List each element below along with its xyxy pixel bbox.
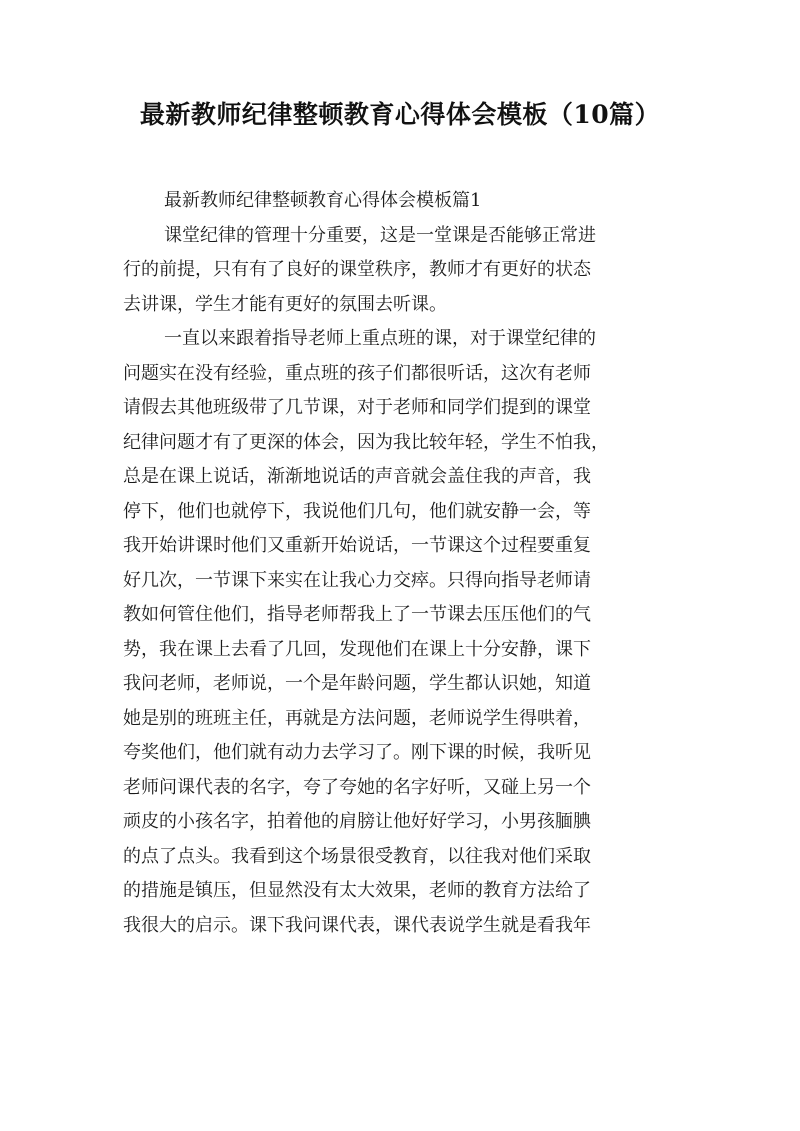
section-heading: 最新教师纪律整顿教育心得体会模板篇1	[164, 190, 482, 211]
paragraph-line: 一直以来跟着指导老师上重点班的课，对于课堂纪律的	[164, 328, 596, 349]
paragraph-line: 请假去其他班级带了几节课，对于老师和同学们提到的课堂	[123, 397, 591, 418]
paragraph-line: 的点了点头。我看到这个场景很受教育，以往我对他们采取	[123, 845, 591, 867]
paragraph-line: 去讲课，学生才能有更好的氛围去听课。	[123, 293, 447, 315]
paragraph-line: 顽皮的小孩名字，拍着他的肩膀让他好好学习，小男孩腼腆	[123, 811, 591, 832]
paragraph-line: 总是在课上说话，渐渐地说话的声音就会盖住我的声音，我	[123, 466, 591, 487]
paragraph-line: 教如何管住他们，指导老师帮我上了一节课去压压他们的气	[123, 604, 591, 625]
paragraph-line: 纪律问题才有了更深的体会，因为我比较年轻，学生不怕我，	[123, 431, 609, 453]
paragraph-line: 我开始讲课时他们又重新开始说话，一节课这个过程要重复	[123, 535, 591, 556]
paragraph-line: 我很大的启示。课下我问课代表，课代表说学生就是看我年	[123, 914, 591, 936]
paragraph-line: 问题实在没有经验，重点班的孩子们都很听话，这次有老师	[123, 362, 591, 384]
paragraph-line: 课堂纪律的管理十分重要，这是一堂课是否能够正常进	[164, 224, 596, 246]
paragraph-line: 行的前提，只有有了良好的课堂秩序，教师才有更好的状态	[123, 259, 591, 280]
document-body	[123, 184, 678, 943]
paragraph-line: 她是别的班班主任，再就是方法问题，老师说学生得哄着，	[123, 707, 591, 729]
paragraph-line: 势，我在课上去看了几回，发现他们在课上十分安静，课下	[123, 638, 591, 660]
paragraph-line: 我问老师，老师说，一个是年龄问题，学生都认识她，知道	[123, 673, 591, 694]
paragraph-line: 老师问课代表的名字，夸了夸她的名字好听，又碰上另一个	[123, 776, 591, 798]
paragraph-2	[123, 322, 678, 943]
paragraph-line: 好几次，一节课下来实在让我心力交瘁。只得向指导老师请	[123, 569, 591, 591]
paragraph-line: 的措施是镇压，但显然没有太大效果，老师的教育方法给了	[123, 880, 591, 901]
paragraph-line: 停下，他们也就停下，我说他们几句，他们就安静一会，等	[123, 500, 591, 522]
paragraph-line: 夸奖他们，他们就有动力去学习了。刚下课的时候，我听见	[123, 742, 591, 763]
paragraph-1	[123, 219, 678, 323]
document-title: 最新教师纪律整顿教育心得体会模板（10篇）	[139, 100, 661, 129]
